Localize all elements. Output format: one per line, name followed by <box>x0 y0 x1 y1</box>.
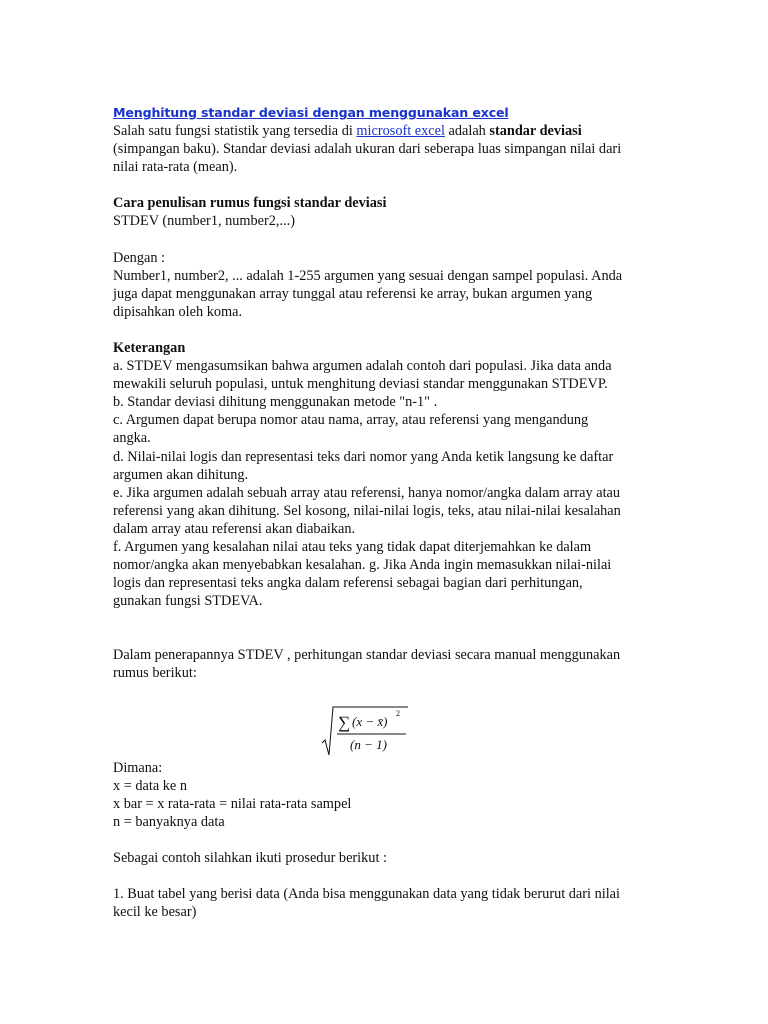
dimana-line: n = banyaknya data <box>113 813 225 830</box>
keterangan-line: d. Nilai-nilai logis dan representasi teks dari nomor yang Anda ketik langsung ke daftar <box>113 448 614 465</box>
keterangan-line: b. Standar deviasi dihitung menggunakan metode "n-1" . <box>113 394 438 411</box>
keterangan-line: a. STDEV mengasumsikan bahwa argumen adalah contoh dari populasi. Jika data anda <box>113 358 612 375</box>
keterangan-line: angka. <box>113 430 151 447</box>
keterangan-line: referensi yang akan dihitung. Sel kosong, nilai-nilai logis, teks, atau nilai-nilai kesalahan <box>113 502 621 519</box>
keterangan-line: logis dan representasi teks angka dalam referensi sebagai bagian dari perhitungan, <box>113 575 583 592</box>
step1-line: 1. Buat tabel yang berisi data (Anda bisa menggunakan data yang tidak berurut dari nilai <box>113 886 620 902</box>
article-title-link[interactable]: Menghitung standar deviasi dengan menggunakan excel <box>113 105 509 120</box>
keterangan-line: gunakan fungsi STDEVA. <box>113 593 263 610</box>
penerapan-line: Dalam penerapannya STDEV , perhitungan standar deviasi secara manual menggunakan <box>113 647 621 664</box>
formula-svg <box>320 703 410 759</box>
intro-line-3: nilai rata-rata (mean). <box>113 159 238 176</box>
title-line <box>113 104 658 122</box>
intro-line-1 <box>113 122 658 140</box>
intro-text-after-link: adalah <box>444 123 490 140</box>
keterangan-line: e. Jika argumen adalah sebuah array atau referensi, hanya nomor/angka dalam array atau <box>113 484 621 501</box>
intro-text: Salah satu fungsi statistik yang tersedia di <box>113 123 357 140</box>
syntax-heading <box>113 194 658 212</box>
denominator: (n − 1) <box>350 736 387 752</box>
std-dev-formula <box>320 703 410 759</box>
dengan-line: juga dapat menggunakan array tunggal atau referensi ke array, bukan argumen yang <box>113 285 593 302</box>
intro-line-2: (simpangan baku). Standar deviasi adalah ukuran dari seberapa luas simpangan nilai dari <box>113 141 622 158</box>
keterangan-line: dalam array atau referensi akan diabaikan. <box>113 520 356 537</box>
keterangan-line: mewakili seluruh populasi, untuk menghitung deviasi standar menggunakan STDEVP. <box>113 376 608 393</box>
penerapan-line: rumus berikut: <box>113 665 197 682</box>
dimana-line: x = data ke n <box>113 777 187 794</box>
keterangan-line: argumen akan dihitung. <box>113 466 249 483</box>
contoh-line: Sebagai contoh silahkan ikuti prosedur berikut : <box>113 849 387 866</box>
step1-line: kecil ke besar) <box>113 904 197 921</box>
article-body <box>113 104 658 921</box>
keterangan-heading-text: Keterangan <box>113 339 186 356</box>
keterangan-heading <box>113 339 658 357</box>
exponent: 2 <box>396 708 400 718</box>
numerator: (x − x̄) <box>352 713 388 729</box>
syntax-text: STDEV (number1, number2,...) <box>113 213 295 230</box>
microsoft-excel-link[interactable]: microsoft excel <box>356 123 445 140</box>
syntax-heading-text: Cara penulisan rumus fungsi standar deviasi <box>113 195 387 212</box>
dimana-line: x bar = x rata-rata = nilai rata-rata sampel <box>113 795 352 812</box>
dengan-line: dipisahkan oleh koma. <box>113 303 243 320</box>
dengan-line: Number1, number2, ... adalah 1-255 argumen yang sesuai dengan sampel populasi. Anda <box>113 267 623 284</box>
dengan-label: Dengan : <box>113 249 166 266</box>
keterangan-line: nomor/angka akan menyebabkan kesalahan. g. Jika Anda ingin memasukkan nilai-nilai <box>113 557 612 574</box>
sigma-symbol: ∑ <box>338 712 351 732</box>
intro-bold-term: standar deviasi <box>489 123 582 140</box>
keterangan-line: f. Argumen yang kesalahan nilai atau teks yang tidak dapat diterjemahkan ke dalam <box>113 538 592 555</box>
keterangan-line: c. Argumen dapat berupa nomor atau nama, array, atau referensi yang mengandung <box>113 412 589 429</box>
dimana-label: Dimana: <box>113 759 163 776</box>
